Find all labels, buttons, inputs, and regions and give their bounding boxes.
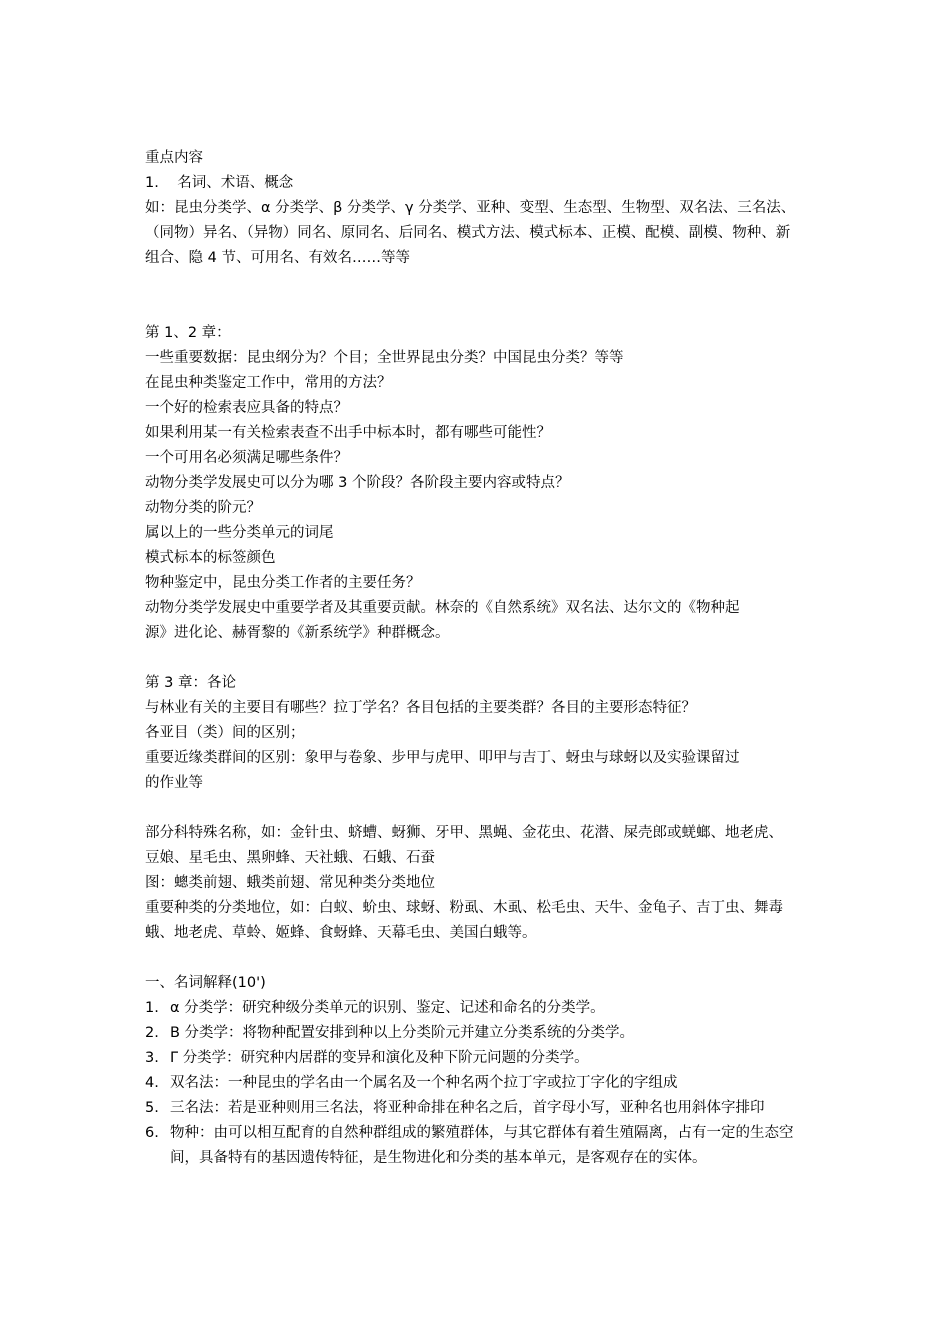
chapter-1-2-line: 动物分类学发展史可以分为哪 3 个阶段？各阶段主要内容或特点？ — [145, 475, 570, 491]
terms-line-2: （同物）异名、（异物）同名、原同名、后同名、模式方法、模式标本、正模、配模、副模、物种、新 — [145, 225, 791, 241]
definition-item — [145, 1046, 813, 1071]
spacer — [145, 946, 813, 971]
terms-line-3: 组合、隐 4 节、可用名、有效名……等等 — [145, 250, 410, 266]
definition-item — [145, 1021, 813, 1046]
chapter-3-heading: 第 3 章：各论 — [145, 675, 236, 691]
chapter-3-line: 与林业有关的主要目有哪些？拉丁学名？各目包括的主要类群？各目的主要形态特征？ — [145, 700, 696, 716]
definition-item — [145, 1096, 813, 1121]
spacer — [145, 646, 813, 671]
chapter-1-2-line: 属以上的一些分类单元的词尾 — [145, 525, 334, 541]
chapter-3-line: 豆娘、星毛虫、黑卵蜂、天社蛾、石蛾、石蚕 — [145, 850, 435, 866]
chapter-1-2-line: 在昆虫种类鉴定工作中，常用的方法？ — [145, 375, 392, 391]
definition-number: 1. — [145, 1000, 159, 1016]
chapter-1-2-line: 物种鉴定中，昆虫分类工作者的主要任务？ — [145, 575, 421, 591]
item-number: 1. — [145, 175, 159, 191]
definition-item — [145, 996, 813, 1021]
chapter-3-line: 各亚目（类）间的区别； — [145, 725, 305, 741]
chapter-3-line: 蛾、地老虎、草蛉、姬蜂、食蚜蜂、天幕毛虫、美国白蛾等。 — [145, 925, 537, 941]
definition-text: Γ 分类学：研究种内居群的变异和演化及种下阶元问题的分类学。 — [170, 1050, 589, 1066]
definition-text: Β 分类学：将物种配置安排到种以上分类阶元并建立分类系统的分类学。 — [170, 1025, 635, 1041]
chapter-1-2-heading: 第 1、2 章： — [145, 325, 231, 341]
chapter-3-line: 的作业等 — [145, 775, 203, 791]
chapter-1-2-line: 动物分类的阶元？ — [145, 500, 261, 516]
chapter-1-2-line: 源》进化论、赫胥黎的《新系统学》种群概念。 — [145, 625, 450, 641]
chapter-1-2-line: 如果利用某一有关检索表查不出手中标本时，都有哪些可能性？ — [145, 425, 551, 441]
definition-item — [145, 1121, 813, 1171]
chapter-1-2-line: 一些重要数据：昆虫纲分为？个目；全世界昆虫分类？中国昆虫分类？等等 — [145, 350, 624, 366]
key-content-item-1 — [145, 171, 813, 196]
definition-number: 5. — [145, 1100, 159, 1116]
terms-line-1: 如：昆虫分类学、α 分类学、β 分类学、γ 分类学、亚种、变型、生态型、生物型、双名法、三名法、 — [145, 200, 796, 216]
definitions-heading: 一、名词解释(10') — [145, 975, 266, 991]
definition-text: 物种：由可以相互配育的自然种群组成的繁殖群体，与其它群体有着生殖隔离，占有一定的生态空间，具备特有的基因遗传特征，是生物进化和分类的基本单元，是客观存在的实体。 — [170, 1125, 794, 1166]
chapter-3-line: 重要近缘类群间的区别：象甲与卷象、步甲与虎甲、叩甲与吉丁、蚜虫与球蚜以及实验课留过 — [145, 750, 740, 766]
chapter-3-line: 部分科特殊名称，如：金针虫、蛴螬、蚜狮、牙甲、黑蝇、金花虫、花潜、屎壳郎或蜣螂、地老虎、 — [145, 825, 783, 841]
definition-number: 2. — [145, 1025, 159, 1041]
spacer — [145, 796, 813, 821]
definition-text: 双名法：一种昆虫的学名由一个属名及一个种名两个拉丁字或拉丁字化的字组成 — [170, 1075, 678, 1091]
definition-text: α 分类学：研究种级分类单元的识别、鉴定、记述和命名的分类学。 — [170, 1000, 605, 1016]
chapter-1-2-line: 一个好的检索表应具备的特点？ — [145, 400, 348, 416]
definition-item — [145, 1071, 813, 1096]
definition-number: 4. — [145, 1075, 159, 1091]
item-text: 名词、术语、概念 — [177, 175, 294, 191]
section-heading-key-content: 重点内容 — [145, 150, 203, 166]
chapter-3-line: 图：蟌类前翅、蛾类前翅、常见种类分类地位 — [145, 875, 435, 891]
chapter-1-2-line: 动物分类学发展史中重要学者及其重要贡献。林奈的《自然系统》双名法、达尔文的《物种起 — [145, 600, 740, 616]
chapter-3-line: 重要种类的分类地位，如：白蚁、蚧虫、球蚜、粉虱、木虱、松毛虫、天牛、金龟子、吉丁虫、舞毒 — [145, 900, 783, 916]
definition-text: 三名法：若是亚种则用三名法，将亚种命排在种名之后，首字母小写，亚种名也用斜体字排印 — [170, 1100, 765, 1116]
definition-number: 6. — [145, 1125, 159, 1141]
chapter-1-2-line: 一个可用名必须满足哪些条件？ — [145, 450, 348, 466]
chapter-1-2-line: 模式标本的标签颜色 — [145, 550, 276, 566]
spacer — [145, 271, 813, 321]
document-page — [145, 146, 813, 1171]
definition-number: 3. — [145, 1050, 159, 1066]
